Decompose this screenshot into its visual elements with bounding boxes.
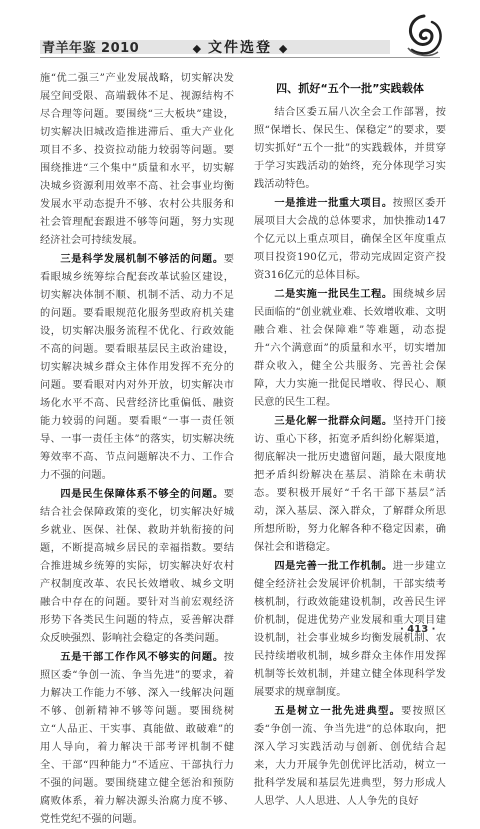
paragraph-body: 坚持开门接访、重心下移，拓宽矛盾纠纷化解渠道，彻底解决一批历史遗留问题，最大限度地把矛盾纠纷解决在基层、消除在未萌状态。要积极开展好“千名干部下基层”活动，深入基层、深入群众，了解群众所思所想所盼，努力化解各种不稳定因素，确保社会和谐稳定。 <box>254 416 446 553</box>
paragraph-lead: 五是干部工作作风不够实的问题。 <box>60 651 224 663</box>
left-column <box>40 70 234 829</box>
page-header <box>0 0 480 74</box>
yearbook-title: 青羊年鉴 2010 <box>42 41 140 56</box>
paragraph <box>254 194 446 285</box>
paragraph-body: 按照区委“争创一流、争当先进”的要求，着力解决工作能力不够、深入一线解决问题不够、创新精神不够等问题。要围绕树立“人品正、干实事、真能做、敢破难”的用人导向，着力解决干部考评机制不健全、干部“四种能力”不适应、干部执行力不强的问题。要围绕建立健全惩治和预防腐败体系，着力解决源头治腐力度不够、党性党纪不强的问题。 <box>40 652 234 825</box>
paragraph-body: 围绕城乡居民面临的“创业就业难、长效增收难、文明融合难、社会保障难”等难题，动态提升“六个满意面”的质量和水平，切实增加群众收入，健全公共服务、完善社会保障，大力实施一批促民增收、得民心、顺民意的民生工程。 <box>254 289 446 408</box>
paragraph-body: 按照区委开展项目大会战的总体要求，加快推动147个亿元以上重点项目，确保全区年度重点项目投资190亿元，带动完成固定资产投资316亿元的总体目标。 <box>254 198 446 281</box>
page-number: · 413 · <box>400 624 436 635</box>
paragraph <box>254 285 446 412</box>
diamond-right-icon: ◆ <box>278 42 288 55</box>
paragraph-lead: 一是推进一批重大项目。 <box>274 197 393 209</box>
paragraph <box>40 648 234 829</box>
paragraph <box>40 485 234 648</box>
paragraph-lead: 三是化解一批群众问题。 <box>274 415 393 427</box>
paragraph: 施“优二强三”产业发展战略，切实解决发展空间受限、高端载体不足、视源结构不尽合理等问题。要围绕“三大板块”建设，切实解决旧城改造推进滞后、重大产业化项目不多、投资拉动能力较弱等问题。要围绕推进“三个集中”质量和水平，切实解决城乡资源利用效率不高、社会事业均衡发展水平动态提升不够、农村公共服务和社会管理配套跟进不够等问题，努力实现经济社会可持续发展。 <box>40 73 234 246</box>
paragraph-body: 要看眼城乡统筹综合配套改革试验区建设，切实解决体制不顺、机制不活、动力不足的问题。要看眼规范化服务型政府机关建设，切实解决服务流程不优化、行政效能不高的问题。要看眼基层民主政治建设，切实解决城乡群众主体作用发挥不充分的问题。要看眼对内对外开放，切实解决市场化水平不高、民营经济比重偏低、融资能力较弱的问题。要看眼“一事一责任领导、一事一责任主体”的落实，切实解决统筹效率不高、节点问题解决不力、工作合力不强的问题。 <box>40 254 234 481</box>
section-label-text: 文件选登 <box>208 40 272 56</box>
header-rule <box>40 57 440 58</box>
paragraph-lead: 五是树立一批先进典型。 <box>274 705 402 717</box>
section-heading: 四、抓好“五个一批”实践载体 <box>276 82 424 95</box>
paragraph-lead: 四是完善一批工作机制。 <box>274 560 393 572</box>
paragraph <box>254 702 446 811</box>
swirl-logo-icon <box>402 12 446 58</box>
diamond-left-icon: ◆ <box>192 42 202 55</box>
paragraph <box>40 250 234 485</box>
paragraph: 结合区委五届八次全会工作部署，按照“保增长、保民生、保稳定”的要求，要切实抓好“五个一批”的实践载体，并贯穿于学习实践活动的始终，充分体现学习实践活动特色。 <box>254 107 446 190</box>
right-column <box>254 70 446 811</box>
paragraph-lead: 二是实施一批民生工程。 <box>274 288 393 300</box>
paragraph <box>254 412 446 557</box>
paragraph-body: 进一步建立健全经济社会发展评价机制，干部实绩考核机制，行政效能建设机制，改善民生评价机制，促进优势产业发展和重大项目建设机制，社会事业城乡均衡发展机制、农民持续增收机制，城乡群众主体作用发挥机制等长效机制，并建立健全体现科学发展要求的规章制度。 <box>254 561 446 698</box>
paragraph-lead: 四是民生保障体系不够全的问题。 <box>60 488 224 500</box>
paragraph-body: 要结合社会保障政策的变化，切实解决好城乡就业、医保、社保、救助并轨衔接的问题，不断提高城乡居民的幸福指数。要结合推进城乡统筹的实际，切实解决好农村产权制度改革、农民长效增收、城乡文明融合中存在的问题。要针对当前宏观经济形势下各类民生问题的特点，妥善解决群众反映强烈、影响社会稳定的各类问题。 <box>40 489 234 644</box>
paragraph-lead: 三是科学发展机制不够活的问题。 <box>60 253 224 265</box>
paragraph-body: 要按照区委“争创一流、争当先进”的总体取向，把深入学习实践活动与创新、创优结合起来，大力开展争先创优评比活动，树立一批科学发展和基层先进典型，努力形成人人思学、人人思进、人人争先的良好 <box>254 706 446 807</box>
